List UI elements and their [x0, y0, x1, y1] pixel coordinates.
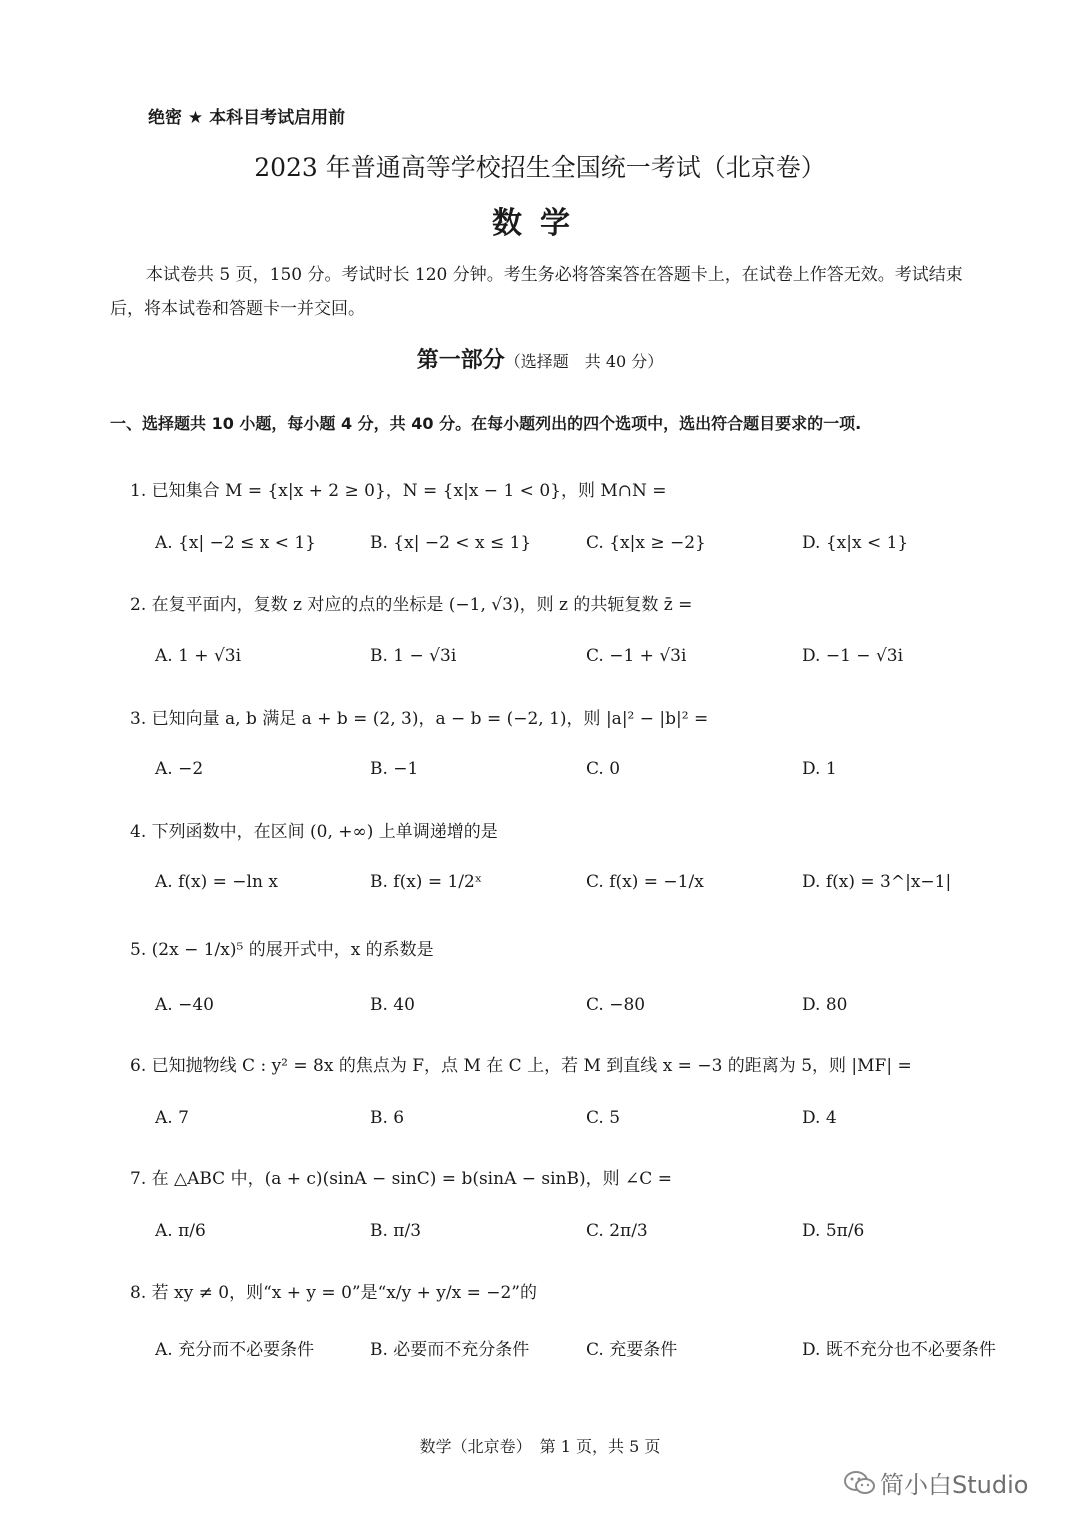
question-3-option-d: D. 1	[802, 759, 837, 779]
question-3-stem: 3. 已知向量 a, b 满足 a + b = (2, 3)，a − b = (−2, 1)，则 |a|² − |b|² =	[130, 709, 709, 729]
question-8-option-d: D. 既不充分也不必要条件	[802, 1340, 996, 1360]
question-1-stem: 1. 已知集合 M = {x|x + 2 ≥ 0}，N = {x|x − 1 < 0}，则 M∩N =	[130, 481, 667, 501]
question-2-option-a: A. 1 + √3i	[155, 646, 242, 666]
question-8-option-c: C. 充要条件	[586, 1340, 678, 1360]
question-5-option-d: D. 80	[802, 995, 848, 1015]
subject-title: 数学	[492, 206, 588, 241]
section-heading: 一、选择题共 10 小题，每小题 4 分，共 40 分。在每小题列出的四个选项中，选出符合题目要求的一项.	[110, 414, 862, 433]
question-7-option-d: D. 5π/6	[802, 1221, 865, 1241]
question-1-option-b: B. {x| −2 < x ≤ 1}	[370, 533, 532, 553]
exam-title: 2023 年普通高等学校招生全国统一考试（北京卷）	[254, 153, 826, 182]
wechat-icon	[843, 1469, 877, 1501]
question-2-option-d: D. −1 − √3i	[802, 646, 904, 666]
part-subtitle: （选择题 共 40 分）	[504, 352, 664, 371]
question-7-option-c: C. 2π/3	[586, 1221, 648, 1241]
question-8-option-b: B. 必要而不充分条件	[370, 1340, 530, 1360]
question-4-option-a: A. f(x) = −ln x	[155, 872, 278, 892]
question-1-option-c: C. {x|x ≥ −2}	[586, 533, 706, 553]
question-2-stem: 2. 在复平面内，复数 z 对应的点的坐标是 (−1, √3)，则 z 的共轭复数 z̄ =	[130, 595, 693, 615]
question-3-option-a: A. −2	[155, 759, 204, 779]
question-6-option-c: C. 5	[586, 1108, 621, 1128]
question-5-option-b: B. 40	[370, 995, 415, 1015]
question-6-stem: 6. 已知抛物线 C : y² = 8x 的焦点为 F，点 M 在 C 上，若 M 到直线 x = −3 的距离为 5，则 |MF| =	[130, 1056, 912, 1076]
question-6-option-b: B. 6	[370, 1108, 405, 1128]
watermark-text: 简小白Studio	[880, 1471, 1029, 1499]
confidential-notice: 绝密 ★ 本科目考试启用前	[148, 108, 346, 128]
question-4-stem: 4. 下列函数中，在区间 (0, +∞) 上单调递增的是	[130, 822, 498, 842]
question-8-option-a: A. 充分而不必要条件	[155, 1340, 315, 1360]
question-1-option-d: D. {x|x < 1}	[802, 533, 909, 553]
page-footer: 数学（北京卷） 第 1 页，共 5 页	[419, 1437, 661, 1456]
question-7-option-b: B. π/3	[370, 1221, 422, 1241]
question-2-option-c: C. −1 + √3i	[586, 646, 687, 666]
question-4-option-b: B. f(x) = 1/2ˣ	[370, 872, 483, 892]
question-3-option-b: B. −1	[370, 759, 419, 779]
part-title: 第一部分	[416, 348, 505, 373]
question-1-option-a: A. {x| −2 ≤ x < 1}	[155, 533, 317, 553]
question-4-option-c: C. f(x) = −1/x	[586, 872, 704, 892]
question-7-option-a: A. π/6	[155, 1221, 206, 1241]
question-6-option-d: D. 4	[802, 1108, 837, 1128]
question-3-option-c: C. 0	[586, 759, 621, 779]
question-5-stem: 5. (2x − 1/x)⁵ 的展开式中，x 的系数是	[130, 940, 434, 960]
question-5-option-a: A. −40	[155, 995, 214, 1015]
question-2-option-b: B. 1 − √3i	[370, 646, 457, 666]
question-5-option-c: C. −80	[586, 995, 646, 1015]
part-one-heading	[0, 343, 1080, 374]
question-8-stem: 8. 若 xy ≠ 0，则“x + y = 0”是“x/y + y/x = −2”的	[130, 1283, 537, 1303]
question-4-option-d: D. f(x) = 3^|x−1|	[802, 872, 952, 892]
exam-instructions: 本试卷共 5 页，150 分。考试时长 120 分钟。考生务必将答案答在答题卡上，在试卷上作答无效。考试结束后，将本试卷和答题卡一并交回。	[110, 265, 963, 319]
question-6-option-a: A. 7	[155, 1108, 189, 1128]
question-7-stem: 7. 在 △ABC 中，(a + c)(sinA − sinC) = b(sinA − sinB)，则 ∠C =	[130, 1169, 672, 1189]
